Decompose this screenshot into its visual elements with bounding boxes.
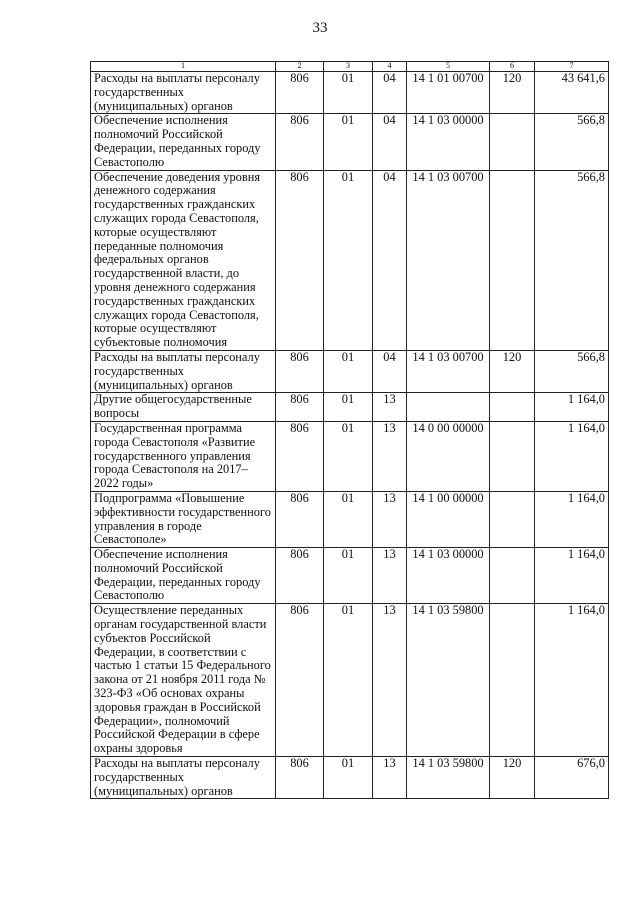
subsection-code: 04	[373, 170, 407, 350]
ministry-code: 806	[276, 491, 324, 547]
amount: 1 164,0	[535, 393, 609, 422]
item-name: Другие общегосударственные вопросы	[91, 393, 276, 422]
section-code: 01	[324, 604, 373, 757]
amount: 566,8	[535, 350, 609, 392]
table-row	[91, 72, 609, 114]
subsection-code: 13	[373, 393, 407, 422]
section-code: 01	[324, 72, 373, 114]
expense-type-code: 120	[490, 72, 535, 114]
target-article-code: 14 0 00 00000	[407, 421, 490, 491]
section-code: 01	[324, 393, 373, 422]
expense-type-code	[490, 114, 535, 170]
table-row	[91, 114, 609, 170]
item-name: Расходы на выплаты персоналу государственных (муниципальных) органов	[91, 757, 276, 799]
page-number: 33	[312, 20, 328, 36]
ministry-code: 806	[276, 421, 324, 491]
ministry-code: 806	[276, 114, 324, 170]
section-code: 01	[324, 421, 373, 491]
target-article-code	[407, 393, 490, 422]
expense-type-code: 120	[490, 350, 535, 392]
expense-type-code: 120	[490, 757, 535, 799]
item-name: Расходы на выплаты персоналу государственных (муниципальных) органов	[91, 350, 276, 392]
target-article-code: 14 1 03 00000	[407, 548, 490, 604]
subsection-code: 04	[373, 350, 407, 392]
expense-type-code	[490, 170, 535, 350]
item-name: Государственная программа города Севастополя «Развитие государственного управления города Севастополя на 2017–2022 годы»	[91, 421, 276, 491]
table-row	[91, 491, 609, 547]
item-name: Обеспечение доведения уровня денежного содержания государственных гражданских служащих города Севастополя, которые осуществляют переданные полномочия федеральных органов государственной власти, до уровня денежного содержания государственных гражданских служащих города Севастополя, которые осуществляют субъектовые полномочия	[91, 170, 276, 350]
subsection-code: 13	[373, 491, 407, 547]
ministry-code: 806	[276, 350, 324, 392]
expense-type-code	[490, 393, 535, 422]
amount: 1 164,0	[535, 491, 609, 547]
item-name: Расходы на выплаты персоналу государственных (муниципальных) органов	[91, 72, 276, 114]
amount: 1 164,0	[535, 548, 609, 604]
item-name: Обеспечение исполнения полномочий Российской Федерации, переданных городу Севастополю	[91, 114, 276, 170]
expense-type-code	[490, 548, 535, 604]
subsection-code: 04	[373, 114, 407, 170]
target-article-code: 14 1 03 00700	[407, 170, 490, 350]
section-code: 01	[324, 757, 373, 799]
target-article-code: 14 1 03 00700	[407, 350, 490, 392]
column-number-row	[91, 62, 609, 72]
amount: 566,8	[535, 170, 609, 350]
subsection-code: 13	[373, 604, 407, 757]
target-article-code: 14 1 03 59800	[407, 757, 490, 799]
item-name: Подпрограмма «Повышение эффективности государственного управления в городе Севастополе»	[91, 491, 276, 547]
section-code: 01	[324, 170, 373, 350]
target-article-code: 14 1 03 00000	[407, 114, 490, 170]
table-row	[91, 170, 609, 350]
column-number: 2	[276, 62, 324, 72]
amount: 1 164,0	[535, 604, 609, 757]
amount: 43 641,6	[535, 72, 609, 114]
column-number: 3	[324, 62, 373, 72]
ministry-code: 806	[276, 757, 324, 799]
amount: 676,0	[535, 757, 609, 799]
table-row	[91, 548, 609, 604]
target-article-code: 14 1 01 00700	[407, 72, 490, 114]
table-row	[91, 350, 609, 392]
item-name: Обеспечение исполнения полномочий Российской Федерации, переданных городу Севастополю	[91, 548, 276, 604]
subsection-code: 13	[373, 548, 407, 604]
ministry-code: 806	[276, 393, 324, 422]
table-row	[91, 604, 609, 757]
expense-type-code	[490, 604, 535, 757]
amount: 566,8	[535, 114, 609, 170]
column-number: 6	[490, 62, 535, 72]
table-row	[91, 757, 609, 799]
expense-type-code	[490, 491, 535, 547]
subsection-code: 13	[373, 757, 407, 799]
expense-type-code	[490, 421, 535, 491]
column-number: 7	[535, 62, 609, 72]
subsection-code: 04	[373, 72, 407, 114]
table-row	[91, 421, 609, 491]
ministry-code: 806	[276, 72, 324, 114]
ministry-code: 806	[276, 604, 324, 757]
section-code: 01	[324, 491, 373, 547]
column-number: 4	[373, 62, 407, 72]
item-name: Осуществление переданных органам государственной власти субъектов Российской Федерации, в соответствии с частью 1 статьи 15 Федерального закона от 21 ноября 2011 года № 323-ФЗ «Об основах охраны здоровья граждан в Российской Федерации», полномочий Российской Федерации в сфере охраны здоровья	[91, 604, 276, 757]
column-number: 1	[91, 62, 276, 72]
budget-table	[90, 61, 609, 799]
ministry-code: 806	[276, 548, 324, 604]
table-row	[91, 393, 609, 422]
subsection-code: 13	[373, 421, 407, 491]
ministry-code: 806	[276, 170, 324, 350]
section-code: 01	[324, 114, 373, 170]
amount: 1 164,0	[535, 421, 609, 491]
target-article-code: 14 1 00 00000	[407, 491, 490, 547]
section-code: 01	[324, 548, 373, 604]
column-number: 5	[407, 62, 490, 72]
section-code: 01	[324, 350, 373, 392]
target-article-code: 14 1 03 59800	[407, 604, 490, 757]
